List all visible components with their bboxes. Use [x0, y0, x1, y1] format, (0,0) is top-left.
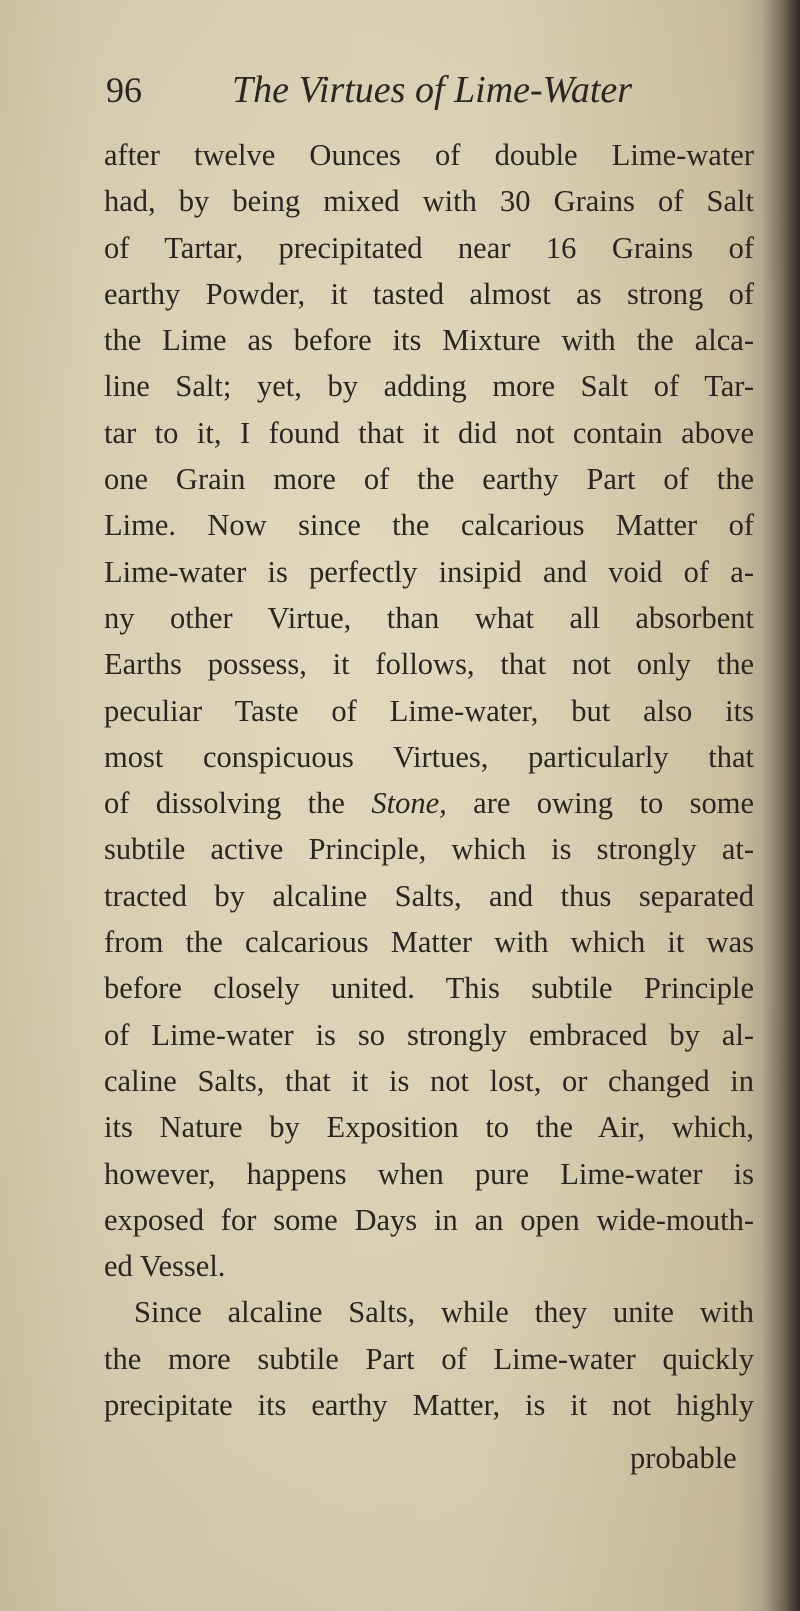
text-line: however, happens when pure Lime-water is [104, 1156, 754, 1191]
text-line: from the calcarious Matter with which it was [104, 925, 754, 960]
body-text [104, 132, 754, 1428]
page-number: 96 [106, 70, 142, 110]
italic-word: Stone, [371, 786, 447, 821]
text-line: had, by being mixed with 30 Grains of Salt [104, 184, 754, 219]
text-line: line Salt; yet, by adding more Salt of Tar- [104, 369, 754, 404]
text-line: after twelve Ounces of double Lime-water [104, 138, 754, 172]
text-line: before closely united. This subtile Principle [104, 971, 754, 1006]
text-line: Earths possess, it follows, that not only the [104, 647, 754, 682]
text-line: ed Vessel. [104, 1249, 226, 1284]
text-line: peculiar Taste of Lime-water, but also its [104, 693, 754, 728]
text-line: of Lime-water is so strongly embraced by al- [104, 1017, 754, 1052]
text-fragment: are owing to some [473, 786, 754, 821]
text-line-mixed [104, 780, 754, 826]
text-line: the more subtile Part of Lime-water quickly [104, 1341, 754, 1376]
text-line: exposed for some Days in an open wide-mouth- [104, 1202, 754, 1237]
text-line: Lime-water is perfectly insipid and void of a- [104, 554, 754, 589]
text-line: tracted by alcaline Salts, and thus separated [104, 878, 754, 913]
text-line: its Nature by Exposition to the Air, which, [104, 1110, 754, 1145]
text-line: one Grain more of the earthy Part of the [104, 462, 754, 497]
paragraph-first-line: Since alcaline Salts, while they unite with [134, 1295, 754, 1330]
page-header [106, 64, 706, 114]
text-line: earthy Powder, it tasted almost as strong of [104, 276, 754, 311]
text-line: subtile active Principle, which is strongly at- [104, 832, 754, 867]
page-gutter-shadow [762, 0, 800, 1611]
text-line: the Lime as before its Mixture with the alca- [104, 323, 754, 358]
text-line: caline Salts, that it is not lost, or changed in [104, 1063, 754, 1098]
text-line: ny other Virtue, than what all absorbent [104, 600, 754, 635]
text-line: of Tartar, precipitated near 16 Grains of [104, 230, 754, 265]
text-line: tar to it, I found that it did not contain above [104, 415, 754, 450]
running-title: The Virtues of Lime-Water [232, 69, 633, 111]
text-fragment: of dissolving the [104, 786, 345, 821]
catchword: probable [630, 1441, 737, 1475]
text-line: most conspicuous Virtues, particularly that [104, 739, 754, 774]
text-line: precipitate its earthy Matter, is it not highly [104, 1388, 754, 1423]
text-line: Lime. Now since the calcarious Matter of [104, 508, 754, 543]
